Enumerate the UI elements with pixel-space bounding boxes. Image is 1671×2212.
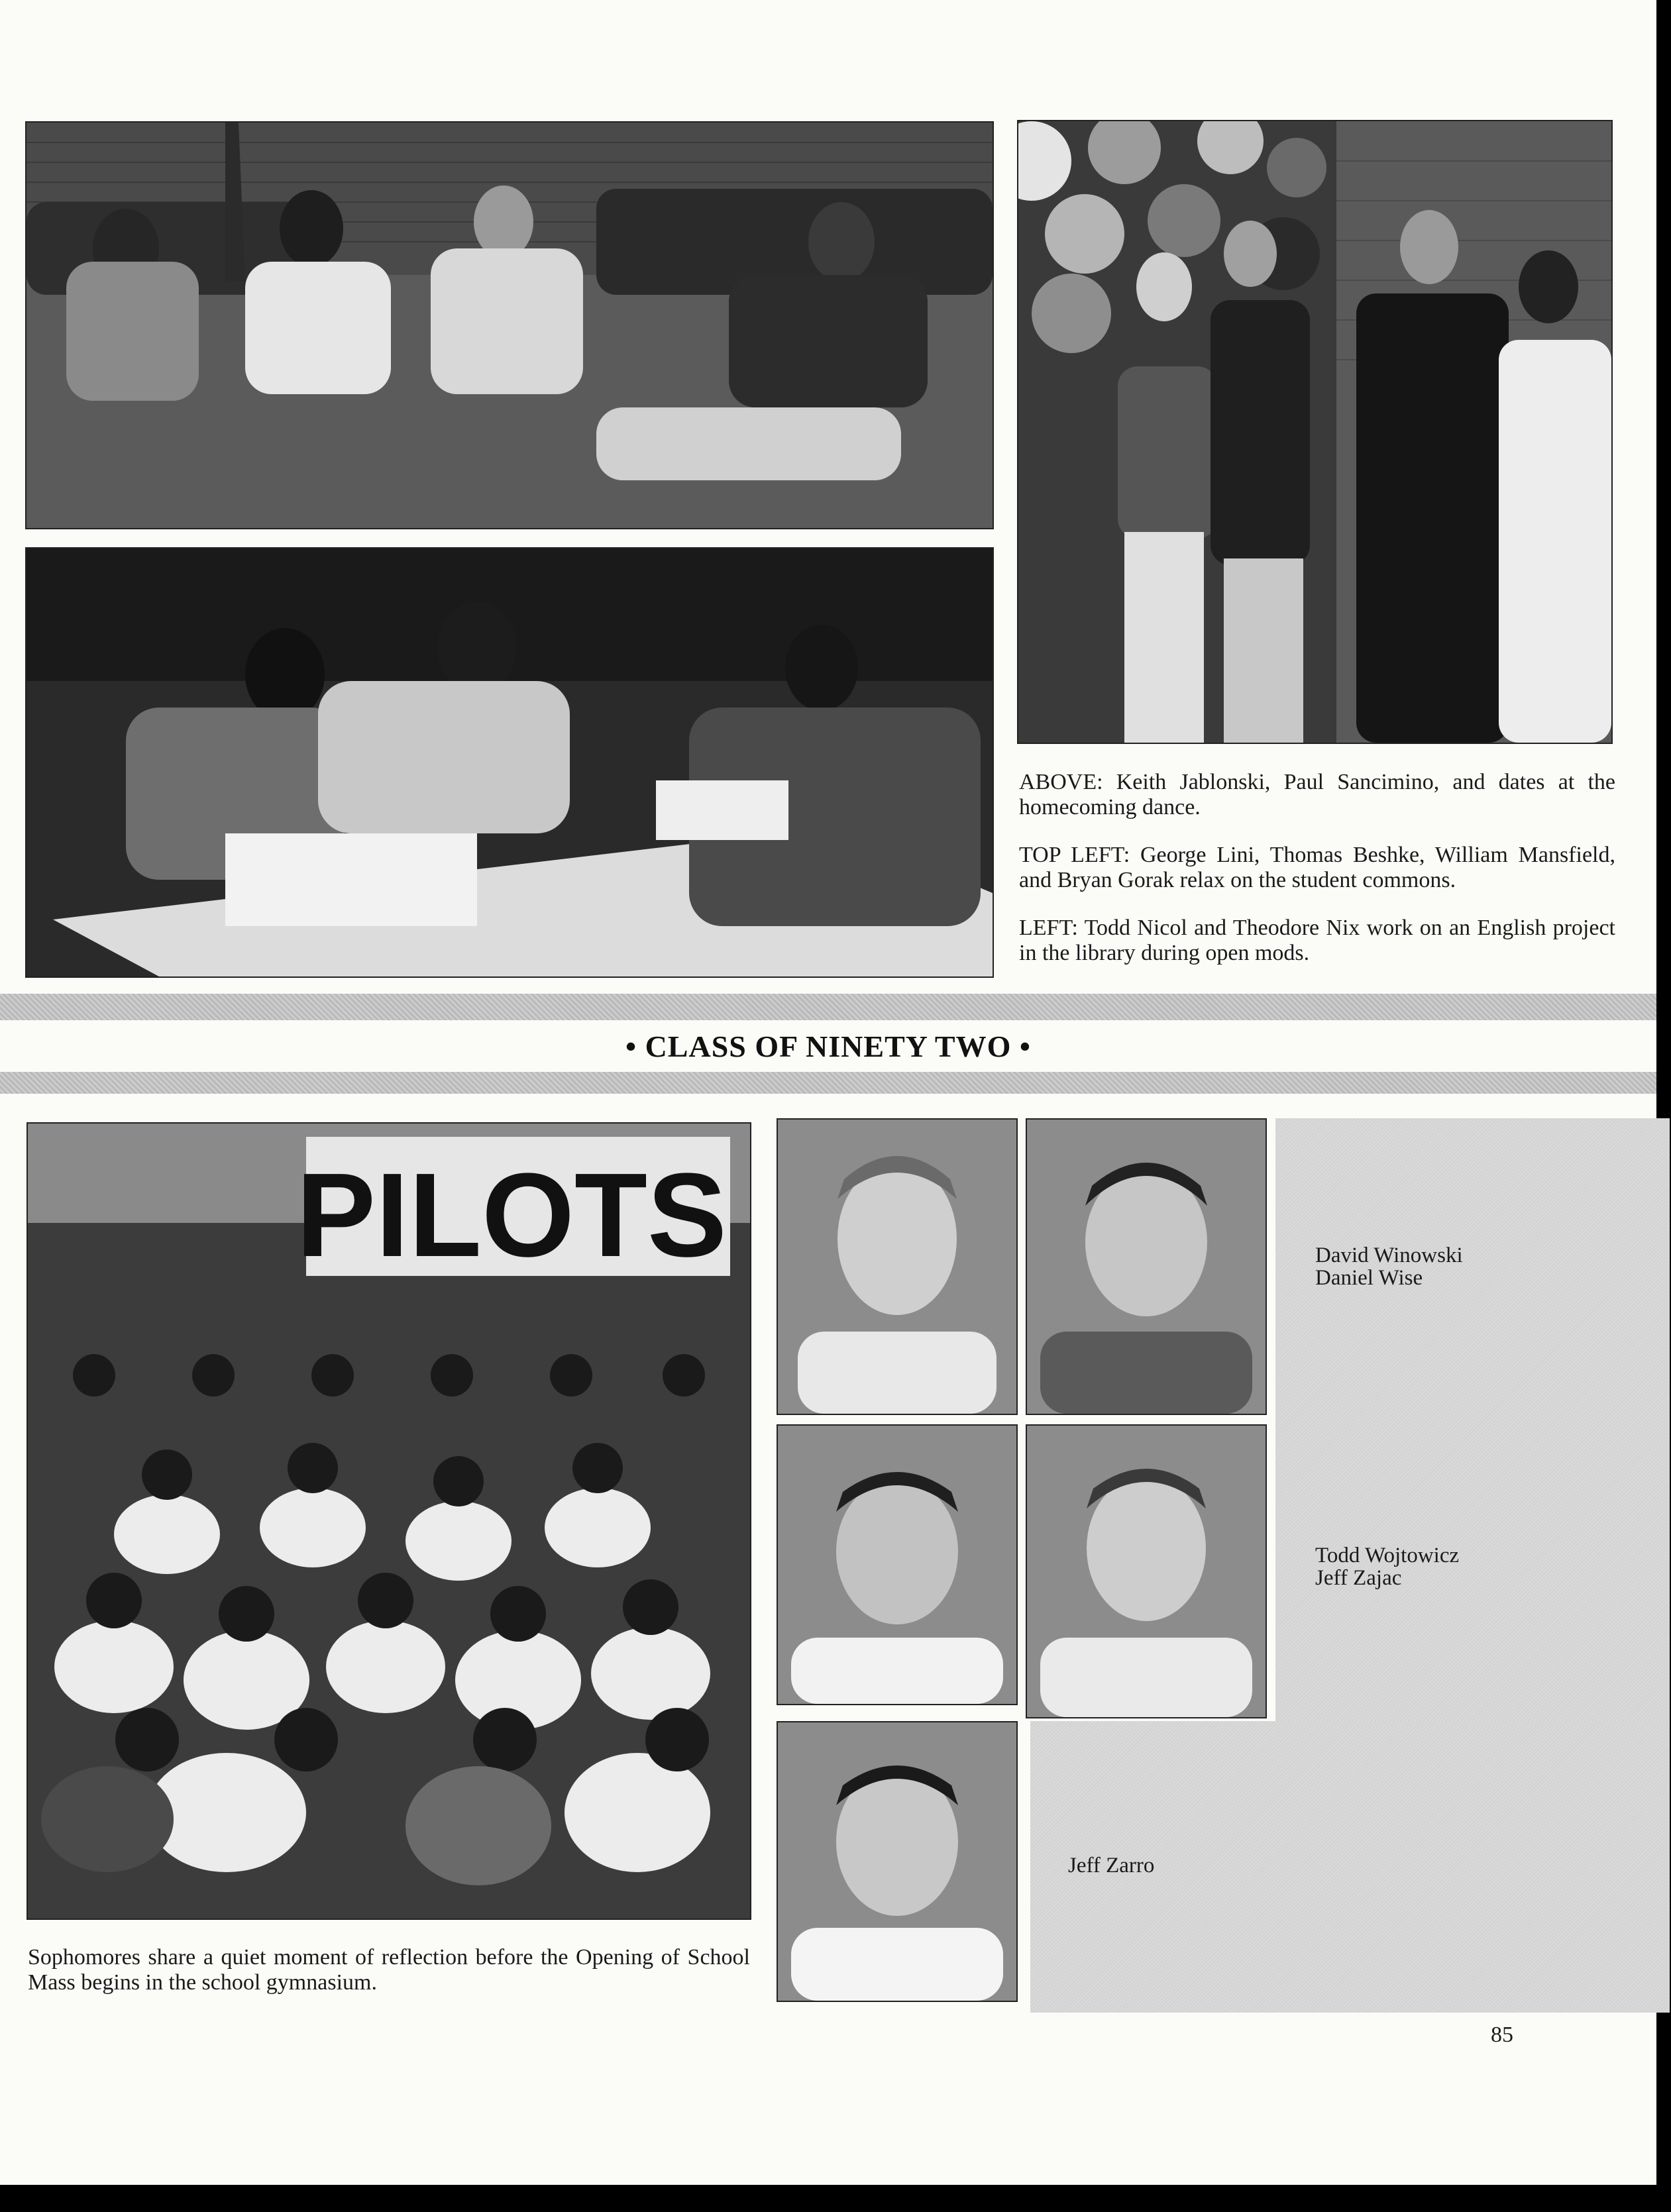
gym-banner-text: PILOTS	[296, 1149, 728, 1282]
caption-gym: Sophomores share a quiet moment of reflection before the Opening of School Mass begins in the school gymnasium.	[28, 1945, 750, 1995]
names-row1	[1315, 1244, 1463, 1289]
portrait-jeff-zajac	[1026, 1424, 1267, 1718]
portrait-daniel-wise	[1026, 1118, 1267, 1415]
portrait-jeff-zarro	[777, 1721, 1018, 2002]
names-row3	[1068, 1854, 1154, 1877]
portrait-todd-wojtowicz	[777, 1424, 1018, 1705]
caption-top-left: TOP LEFT: George Lini, Thomas Beshke, William Mansfield, and Bryan Gorak relax on the student commons.	[1019, 843, 1615, 892]
section-title: • CLASS OF NINETY TWO •	[625, 1029, 1031, 1063]
caption-above: ABOVE: Keith Jablonski, Paul Sancimino, and dates at the homecoming dance.	[1019, 770, 1615, 819]
name-jeff-zarro: Jeff Zarro	[1068, 1854, 1155, 1877]
name-jeff-zajac: Jeff Zajac	[1315, 1566, 1402, 1590]
gym-caption	[28, 1945, 750, 2018]
name-daniel-wise: Daniel Wise	[1315, 1266, 1423, 1290]
commons-photo	[25, 121, 994, 529]
page-number: 85	[1491, 2023, 1513, 2047]
library-photo	[25, 547, 994, 978]
title-band-top	[0, 994, 1656, 1020]
name-todd-wojtowicz: Todd Wojtowicz	[1315, 1544, 1460, 1567]
name-david-winowski: David Winowski	[1315, 1243, 1463, 1267]
title-band-bottom	[0, 1072, 1656, 1094]
homecoming-photo	[1017, 120, 1613, 744]
gym-photo	[27, 1122, 751, 1920]
names-row2	[1315, 1544, 1459, 1589]
photo-captions	[1019, 770, 1615, 988]
caption-left: LEFT: Todd Nicol and Theodore Nix work on an English project in the library during open mods.	[1019, 916, 1615, 965]
portrait-david-winowski	[777, 1118, 1018, 1415]
